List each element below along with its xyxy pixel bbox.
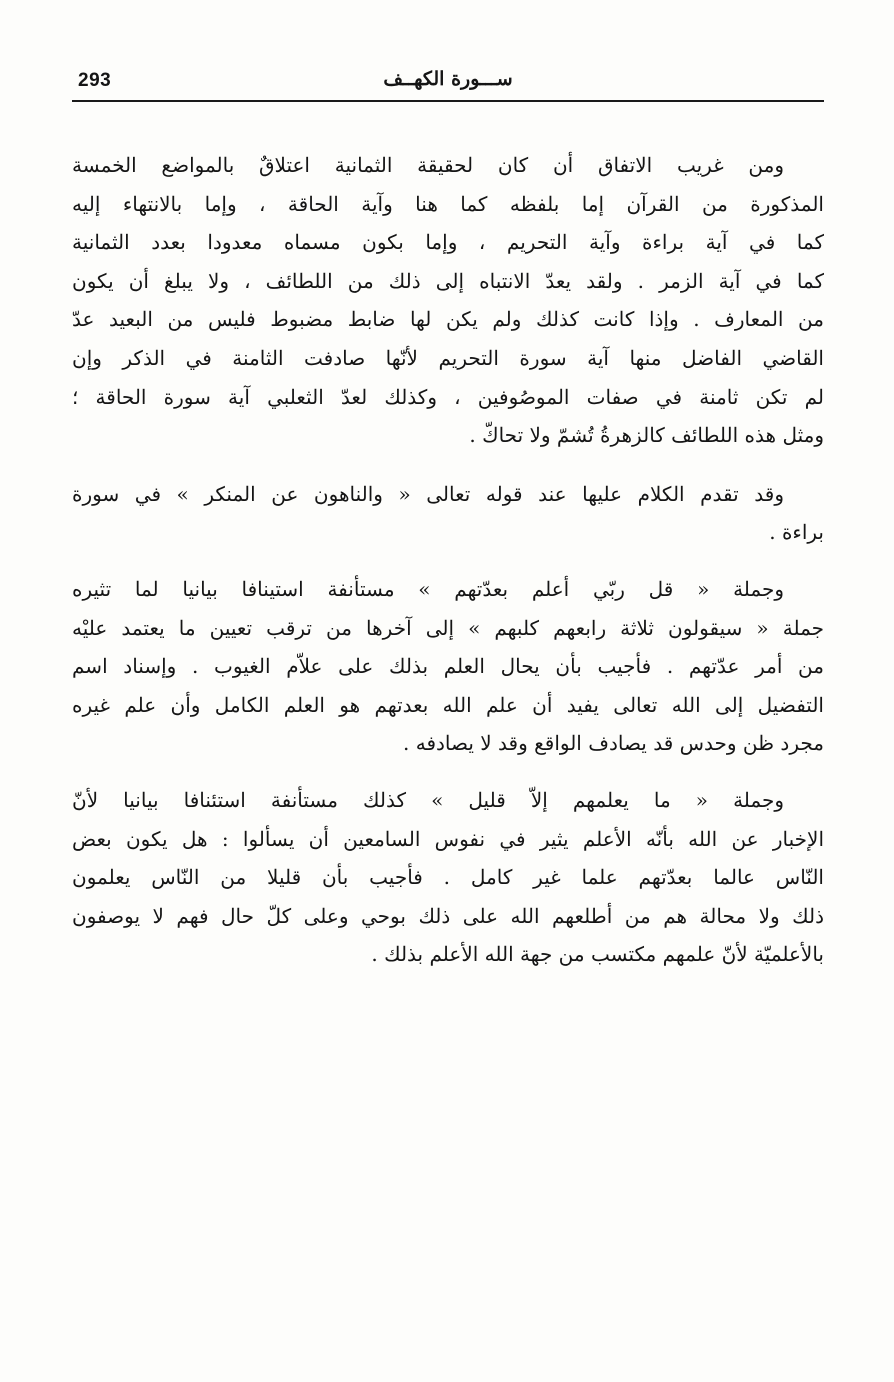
text-line: مجرد ظن وحدس قد يصادف الواقع وقد لا يصادفه . [403, 731, 824, 756]
text-line: براءة . [769, 520, 824, 545]
page-header [72, 66, 824, 102]
paragraph-2 [72, 475, 824, 552]
text-line: المذكورة من القرآن إما بلفظه كما هنا وآية الحاقة ، وإما بالانتهاء إليه [72, 191, 824, 216]
text-line: وجملة « قل ربّي أعلم بعدّتهم » مستأنفة استينافا بيانيا لما تثيره [72, 576, 784, 601]
text-line: كما في آية الزمر . ولقد يعدّ الانتباه إلى ذلك من اللطائف ، ولا يبلغ أن يكون [72, 268, 824, 293]
text-line: من المعارف . وإذا كانت كذلك ولم يكن لها ضابط مضبوط فليس من البعيد عدّ [72, 307, 824, 332]
text-line: القاضي الفاضل منها آية سورة التحريم لأنّها صادفت الثامنة في الذكر وإن [72, 345, 824, 370]
text-line: التفضيل إلى الله تعالى يفيد أن علم الله بعدتهم هو العلم الكامل وأن علم غيره [72, 692, 824, 717]
paragraph-1 [72, 146, 824, 455]
text-line: لم تكن ثامنة في صفات الموصُوفين ، وكذلك لعدّ الثعلبي آية سورة الحاقة ؛ [72, 384, 824, 409]
text-line: النّاس عالما بعدّتهم علما غير كامل . فأجيب بأن قليلا من النّاس يعلمون [72, 865, 824, 890]
body-text [72, 146, 824, 974]
text-line: الإخبار عن الله بأنّه الأعلم يثير في نفوس السامعين أن يسألوا : هل يكون بعض [72, 826, 824, 851]
text-line: جملة « سيقولون ثلاثة رابعهم كلبهم » إلى آخرها من ترقب تعيين ما يعتمد عليْه [72, 615, 824, 640]
text-line: ذلك ولا محالة هم من أطلعهم الله على ذلك بوحي وعلى كلّ حال فهم لا يوصفون [72, 903, 824, 928]
text-line: ومثل هذه اللطائف كالزهرةُ تُشمّ ولا تحاكّ . [469, 423, 824, 448]
text-line: ومن غريب الاتفاق أن كان لحقيقة الثمانية اعتلاقٌ بالمواضع الخمسة [72, 153, 784, 177]
text-line: كما في آية براءة وآية التحريم ، وإما بكون مسماه معدودا بعدد الثمانية [72, 230, 824, 255]
paragraph-4 [72, 781, 824, 974]
text-line: بالأعلميّة لأنّ علمهم مكتسب من جهة الله الأعلم بذلك . [371, 942, 824, 967]
paragraph-3 [72, 570, 824, 763]
text-line: وجملة « ما يعلمهم إلاّ قليل » كذلك مستأنفة استئنافا بيانيا لأنّ [72, 787, 784, 812]
text-line: من أمر عدّتهم . فأجيب بأن يحال العلم بذلك على علاّم الغيوب . وإسناد اسم [72, 654, 824, 679]
header-rule [72, 100, 824, 102]
page-number: 293 [78, 70, 112, 91]
text-line: وقد تقدم الكلام عليها عند قوله تعالى « والناهون عن المنكر » في سورة [72, 481, 784, 506]
running-title: ســـورة الكهــف [383, 68, 513, 90]
